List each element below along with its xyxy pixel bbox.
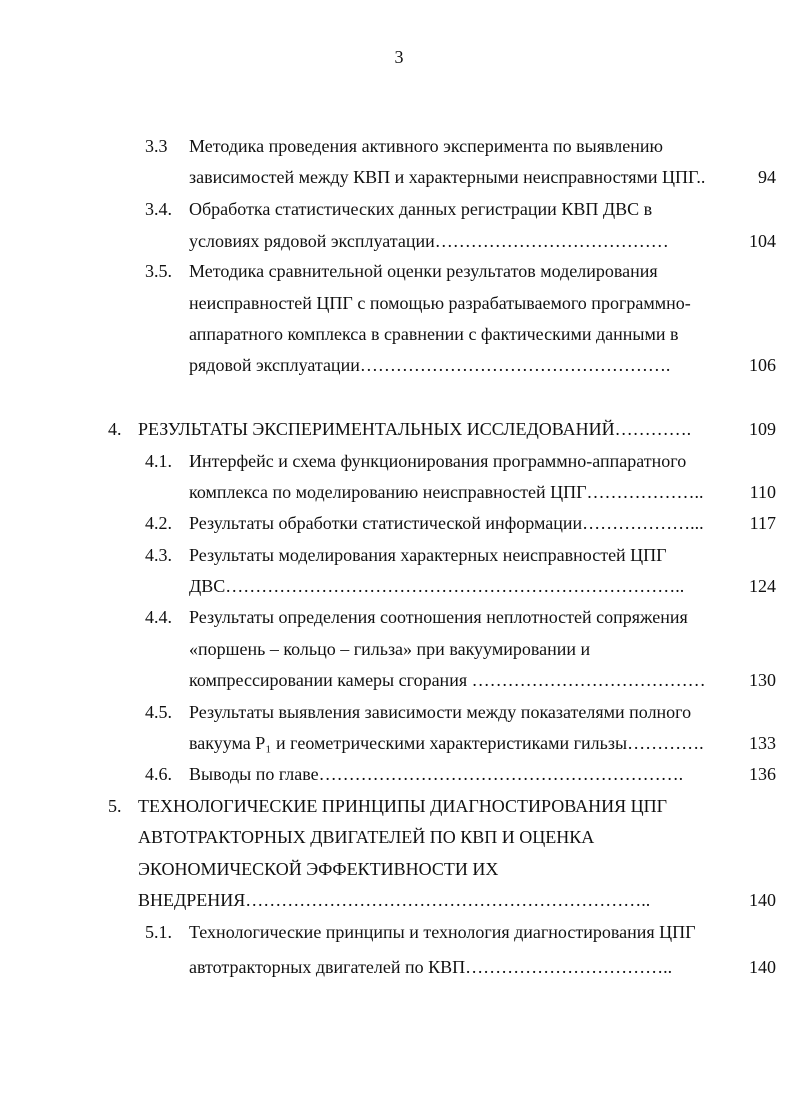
toc-title-line: условиях рядовой эксплуатации…………………………………: [189, 231, 669, 251]
toc-number: 4.6.: [145, 764, 172, 784]
toc-number: 3.5.: [145, 261, 172, 281]
toc-page: 110: [749, 482, 776, 502]
toc-title-line: Интерфейс и схема функционирования программно-аппаратного: [189, 451, 687, 471]
toc-entry-3-5-line-3: [0, 322, 798, 346]
toc-number: 4.3.: [145, 545, 172, 565]
toc-entry-4-6-line-1: [0, 762, 798, 786]
toc-entry-4-5-line-1: [0, 700, 798, 724]
toc-entry-3-3-line-2: [0, 165, 798, 189]
toc-entry-4-4-line-3: [0, 668, 798, 692]
toc-number: 5.: [108, 796, 122, 816]
toc-entry-4-4-line-1: [0, 605, 798, 629]
toc-title-line: Методика проведения активного эксперимента по выявлению: [189, 136, 663, 156]
toc-entry-5-1-line-1: [0, 920, 798, 944]
toc-entry-5-line-1: [0, 794, 798, 818]
toc-entry-4-line-1: [0, 417, 798, 441]
toc-entry-5-line-2: [0, 825, 798, 849]
toc-page: 136: [749, 764, 776, 784]
toc-entry-4-3-line-1: [0, 543, 798, 567]
toc-title-line: неисправностей ЦПГ с помощью разрабатываемого программно-: [189, 293, 691, 313]
toc-title-line: вакуума P₁ и геометрическими характеристиками гильзы………….: [189, 733, 704, 753]
toc-number: 4.1.: [145, 451, 172, 471]
toc-title-line: Методика сравнительной оценки результатов моделирования: [189, 261, 658, 281]
toc-title-line: Результаты выявления зависимости между показателями полного: [189, 702, 692, 722]
toc-title-line: автотракторных двигателей по КВП……………………………..: [189, 957, 673, 977]
toc-entry-3-5-line-1: [0, 259, 798, 283]
toc-page: 140: [749, 957, 776, 977]
toc-title-line: Результаты моделирования характерных неисправностей ЦПГ: [189, 545, 667, 565]
toc-entry-5-1-line-2: [0, 955, 798, 979]
toc-number: 3.3: [145, 136, 168, 156]
toc-entry-3-4-line-1: [0, 197, 798, 221]
toc-entry-4-4-line-2: [0, 637, 798, 661]
toc-title-line: Обработка статистических данных регистрации КВП ДВС в: [189, 199, 653, 219]
toc-number: 4.2.: [145, 513, 172, 533]
page-number: 3: [394, 47, 404, 67]
toc-title-line: аппаратного комплекса в сравнении с фактическими данными в: [189, 324, 679, 344]
toc-number: 5.1.: [145, 922, 172, 942]
toc-entry-3-3-line-1: [0, 134, 798, 158]
toc-title-line: АВТОТРАКТОРНЫХ ДВИГАТЕЛЕЙ ПО КВП И ОЦЕНКА: [138, 827, 595, 847]
toc-page: 94: [758, 167, 776, 187]
toc-entry-4-1-line-2: [0, 480, 798, 504]
toc-page: 124: [749, 576, 776, 596]
toc-page: 133: [749, 733, 776, 753]
toc-title-line: «поршень – кольцо – гильза» при вакуумировании и: [189, 639, 591, 659]
toc-page: 106: [749, 355, 776, 375]
toc-page: 104: [749, 231, 776, 251]
toc-entry-4-5-line-2: [0, 731, 798, 755]
toc-entry-4-3-line-2: [0, 574, 798, 598]
toc-page: 130: [749, 670, 776, 690]
toc-title-line: Технологические принципы и технология диагностирования ЦПГ: [189, 922, 696, 942]
toc-title-line: Результаты определения соотношения неплотностей сопряжения: [189, 607, 688, 627]
toc-entry-3-4-line-2: [0, 229, 798, 253]
toc-entry-5-line-4: [0, 888, 798, 912]
toc-entry-4-1-line-1: [0, 449, 798, 473]
toc-page: 140: [749, 890, 776, 910]
toc-number: 3.4.: [145, 199, 172, 219]
toc-title-line: рядовой эксплуатации…………………………………………….: [189, 355, 671, 375]
toc-number: 4.4.: [145, 607, 172, 627]
toc-entry-4-2-line-1: [0, 511, 798, 535]
toc-entry-3-5-line-2: [0, 291, 798, 315]
toc-title-line: зависимостей между КВП и характерными неисправностями ЦПГ..: [189, 167, 706, 187]
toc-page: 109: [749, 419, 776, 439]
toc-title-line: Выводы по главе…………………………………………………….: [189, 764, 684, 784]
toc-entry-3-5-line-4: [0, 353, 798, 377]
toc-title-line: РЕЗУЛЬТАТЫ ЭКСПЕРИМЕНТАЛЬНЫХ ИССЛЕДОВАНИЙ………….: [138, 419, 692, 439]
toc-title-line: ДВС…………………………………………………………………..: [189, 576, 685, 596]
toc-title-line: ЭКОНОМИЧЕСКОЙ ЭФФЕКТИВНОСТИ ИХ: [138, 859, 499, 879]
toc-page: 117: [749, 513, 776, 533]
toc-number: 4.5.: [145, 702, 172, 722]
toc-title-line: ВНЕДРЕНИЯ…………………………………………………………..: [138, 890, 651, 910]
toc-entry-5-line-3: [0, 857, 798, 881]
toc-title-line: Результаты обработки статистической информации………………...: [189, 513, 704, 533]
toc-title-line: ТЕХНОЛОГИЧЕСКИЕ ПРИНЦИПЫ ДИАГНОСТИРОВАНИЯ ЦПГ: [138, 796, 668, 816]
toc-title-line: комплекса по моделированию неисправностей ЦПГ………………..: [189, 482, 704, 502]
toc-title-line: компрессировании камеры сгорания …………………………………: [189, 670, 706, 690]
toc-number: 4.: [108, 419, 122, 439]
